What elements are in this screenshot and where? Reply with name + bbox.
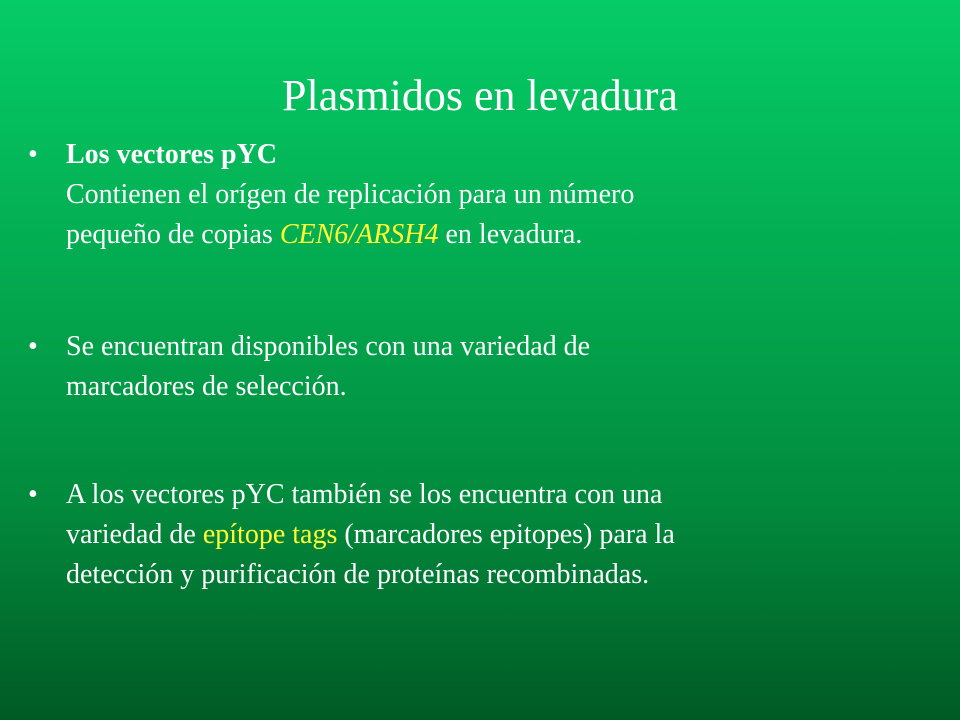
bullet-item-epitope-tags — [28, 475, 938, 595]
bullet-text-line: Se encuentran disponibles con una variedad de — [66, 331, 591, 362]
bullet-text-line: Contienen el orígen de replicación para un número — [66, 179, 635, 210]
bullet-list — [28, 135, 938, 595]
bullet-marker: • — [28, 331, 38, 362]
bullet-item-selection-markers — [28, 327, 938, 407]
text-segment: variedad de — [66, 519, 196, 550]
bullet-text-line: marcadores de selección. — [66, 371, 347, 402]
bullet-text-line: detección y purificación de proteínas recombinadas. — [66, 559, 650, 590]
text-segment: pequeño de copias — [66, 219, 273, 250]
bullet-text-line: A los vectores pYC también se los encuentra con una — [66, 479, 663, 510]
highlighted-term: epítope tags — [202, 519, 338, 550]
bullet-marker: • — [28, 479, 38, 510]
bullet-marker: • — [28, 139, 38, 170]
bullet-text-line — [66, 215, 938, 255]
slide-title: Plasmidos en levadura — [282, 71, 678, 120]
text-segment: en levadura. — [445, 219, 583, 250]
bullet-item-pyc-vectors — [28, 135, 938, 255]
bullet-heading: Los vectores pYC — [66, 139, 278, 170]
text-segment: (marcadores epitopes) para la — [344, 519, 675, 550]
highlighted-term: CEN6/ARSH4 — [279, 219, 439, 250]
bullet-text-line — [66, 515, 938, 555]
